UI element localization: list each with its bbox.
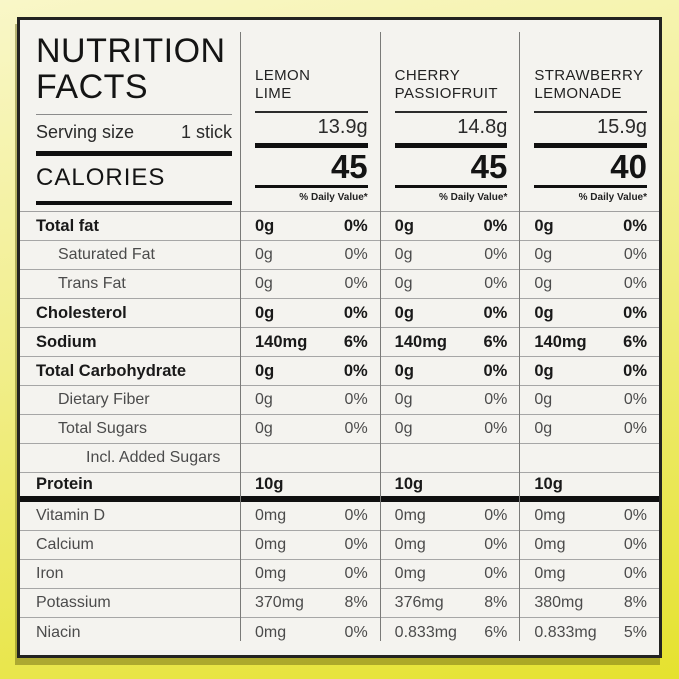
row-label-added-sugars: Incl. Added Sugars	[20, 444, 240, 473]
label-column	[20, 20, 240, 655]
medium-bar	[534, 185, 647, 188]
calories-label: CALORIES	[36, 164, 166, 192]
nutrient-value-rows	[381, 211, 520, 647]
value-cell-niacin: 0.833mg 6%	[394, 623, 508, 641]
value-cell-added-sugars	[520, 444, 659, 473]
value-cell-total-fat: 0g 0%	[381, 212, 520, 241]
value-cell-trans-fat: 0g 0%	[241, 270, 380, 299]
value-cell-cholesterol: 0g 0%	[520, 299, 659, 328]
serving-size-value: 1 stick	[180, 122, 232, 143]
divider	[395, 111, 508, 113]
daily-value-note: % Daily Value*	[299, 192, 368, 204]
page-title	[36, 33, 232, 105]
row-label-total-sugars: Total Sugars	[20, 415, 240, 444]
row-label-iron: Iron	[20, 560, 240, 589]
row-label-total-carbohydrate: Total Carbohydrate	[20, 357, 240, 386]
row-label-calcium: Calcium	[20, 531, 240, 560]
value-cell-total-fat: 0g 0%	[241, 212, 380, 241]
value-cell-iron: 0mg 0%	[241, 560, 380, 589]
thick-bar	[534, 143, 647, 148]
value-cell-saturated-fat: 0g 0%	[381, 241, 520, 270]
column-header	[241, 20, 380, 211]
value-cell-calcium: 0mg 0%	[241, 531, 380, 560]
calories-value: 40	[610, 147, 648, 185]
serving-weight: 14.8g	[457, 115, 508, 138]
value-cell-sodium: 140mg 6%	[241, 328, 380, 357]
value-cell-total-fat: 0g 0%	[520, 212, 659, 241]
column-cherry-passiofruit	[381, 20, 520, 655]
nutrient-value-rows	[241, 211, 380, 647]
row-label-niacin: Niacin	[36, 623, 81, 641]
row-label-sodium: Sodium	[20, 328, 240, 357]
value-cell-iron: 0mg 0%	[520, 560, 659, 589]
value-cell-cholesterol: 0g 0%	[381, 299, 520, 328]
flavor-name: CHERRY PASSIOFRUIT	[394, 67, 498, 103]
column-header	[381, 20, 520, 211]
value-cell-trans-fat: 0g 0%	[381, 270, 520, 299]
value-cell-niacin: 0.833mg 5%	[534, 623, 648, 641]
value-cell-potassium: 380mg 8%	[520, 589, 659, 618]
value-cell-protein: 10g	[241, 473, 380, 502]
row-label-protein: Protein	[20, 473, 240, 502]
divider	[534, 111, 647, 113]
value-cell-calcium: 0mg 0%	[381, 531, 520, 560]
value-cell-vitamin-d: 0mg 0%	[520, 502, 659, 531]
value-cell-sodium: 140mg 6%	[520, 328, 659, 357]
label-column-header	[20, 20, 240, 211]
title-line-1: NUTRITION	[36, 32, 226, 70]
calories-value: 45	[330, 147, 368, 185]
value-cell-total-sugars: 0g 0%	[241, 415, 380, 444]
serving-size-label: Serving size	[36, 122, 135, 143]
nutrient-label-rows	[20, 211, 240, 647]
serving-size-row	[36, 115, 232, 151]
nutrition-facts-card	[17, 17, 662, 658]
value-cell-calcium: 0mg 0%	[520, 531, 659, 560]
medium-bar	[255, 185, 368, 188]
thick-bar	[255, 143, 368, 148]
value-cell-total-sugars: 0g 0%	[520, 415, 659, 444]
row-label-total-fat: Total fat	[20, 212, 240, 241]
thick-bar	[36, 201, 232, 205]
row-label-dietary-fiber: Dietary Fiber	[20, 386, 240, 415]
daily-value-note: % Daily Value*	[578, 192, 648, 204]
value-cell-total-carbohydrate: 0g 0%	[241, 357, 380, 386]
value-cell-total-carbohydrate: 0g 0%	[381, 357, 520, 386]
value-cell-added-sugars	[241, 444, 380, 473]
value-cell-cholesterol: 0g 0%	[241, 299, 380, 328]
value-cell-dietary-fiber: 0g 0%	[241, 386, 380, 415]
value-cell-total-sugars: 0g 0%	[381, 415, 520, 444]
medium-bar	[395, 185, 508, 188]
value-cell-saturated-fat: 0g 0%	[241, 241, 380, 270]
value-cell-dietary-fiber: 0g 0%	[381, 386, 520, 415]
column-header	[520, 20, 659, 211]
value-cell-vitamin-d: 0mg 0%	[381, 502, 520, 531]
value-cell-iron: 0mg 0%	[381, 560, 520, 589]
value-cell-protein: 10g	[381, 473, 520, 502]
value-cell-potassium: 376mg 8%	[381, 589, 520, 618]
calories-value: 45	[470, 147, 508, 185]
value-cell-total-carbohydrate: 0g 0%	[520, 357, 659, 386]
value-cell-niacin: 0mg 0%	[255, 623, 368, 641]
flavor-name: STRAWBERRY LEMONADE	[534, 67, 644, 103]
row-label-cholesterol: Cholesterol	[20, 299, 240, 328]
divider	[255, 111, 368, 113]
value-cell-saturated-fat: 0g 0%	[520, 241, 659, 270]
value-cell-vitamin-d: 0mg 0%	[241, 502, 380, 531]
column-strawberry-lemonade	[520, 20, 659, 655]
value-cell-trans-fat: 0g 0%	[520, 270, 659, 299]
value-cell-dietary-fiber: 0g 0%	[520, 386, 659, 415]
daily-value-note: % Daily Value*	[438, 192, 508, 204]
value-cell-added-sugars	[381, 444, 520, 473]
row-label-saturated-fat: Saturated Fat	[20, 241, 240, 270]
flavor-name: LEMON LIME	[255, 67, 311, 103]
thick-bar	[395, 143, 508, 148]
value-cell-protein: 10g	[520, 473, 659, 502]
row-label-potassium: Potassium	[20, 589, 240, 618]
serving-weight: 13.9g	[317, 115, 368, 138]
value-cell-potassium: 370mg 8%	[241, 589, 380, 618]
row-label-vitamin-d: Vitamin D	[20, 502, 240, 531]
nutrient-value-rows	[520, 211, 659, 647]
serving-weight: 15.9g	[596, 115, 648, 138]
title-line-2: FACTS	[36, 68, 149, 107]
row-label-trans-fat: Trans Fat	[20, 270, 240, 299]
value-cell-sodium: 140mg 6%	[381, 328, 520, 357]
column-lemon-lime	[241, 20, 380, 655]
